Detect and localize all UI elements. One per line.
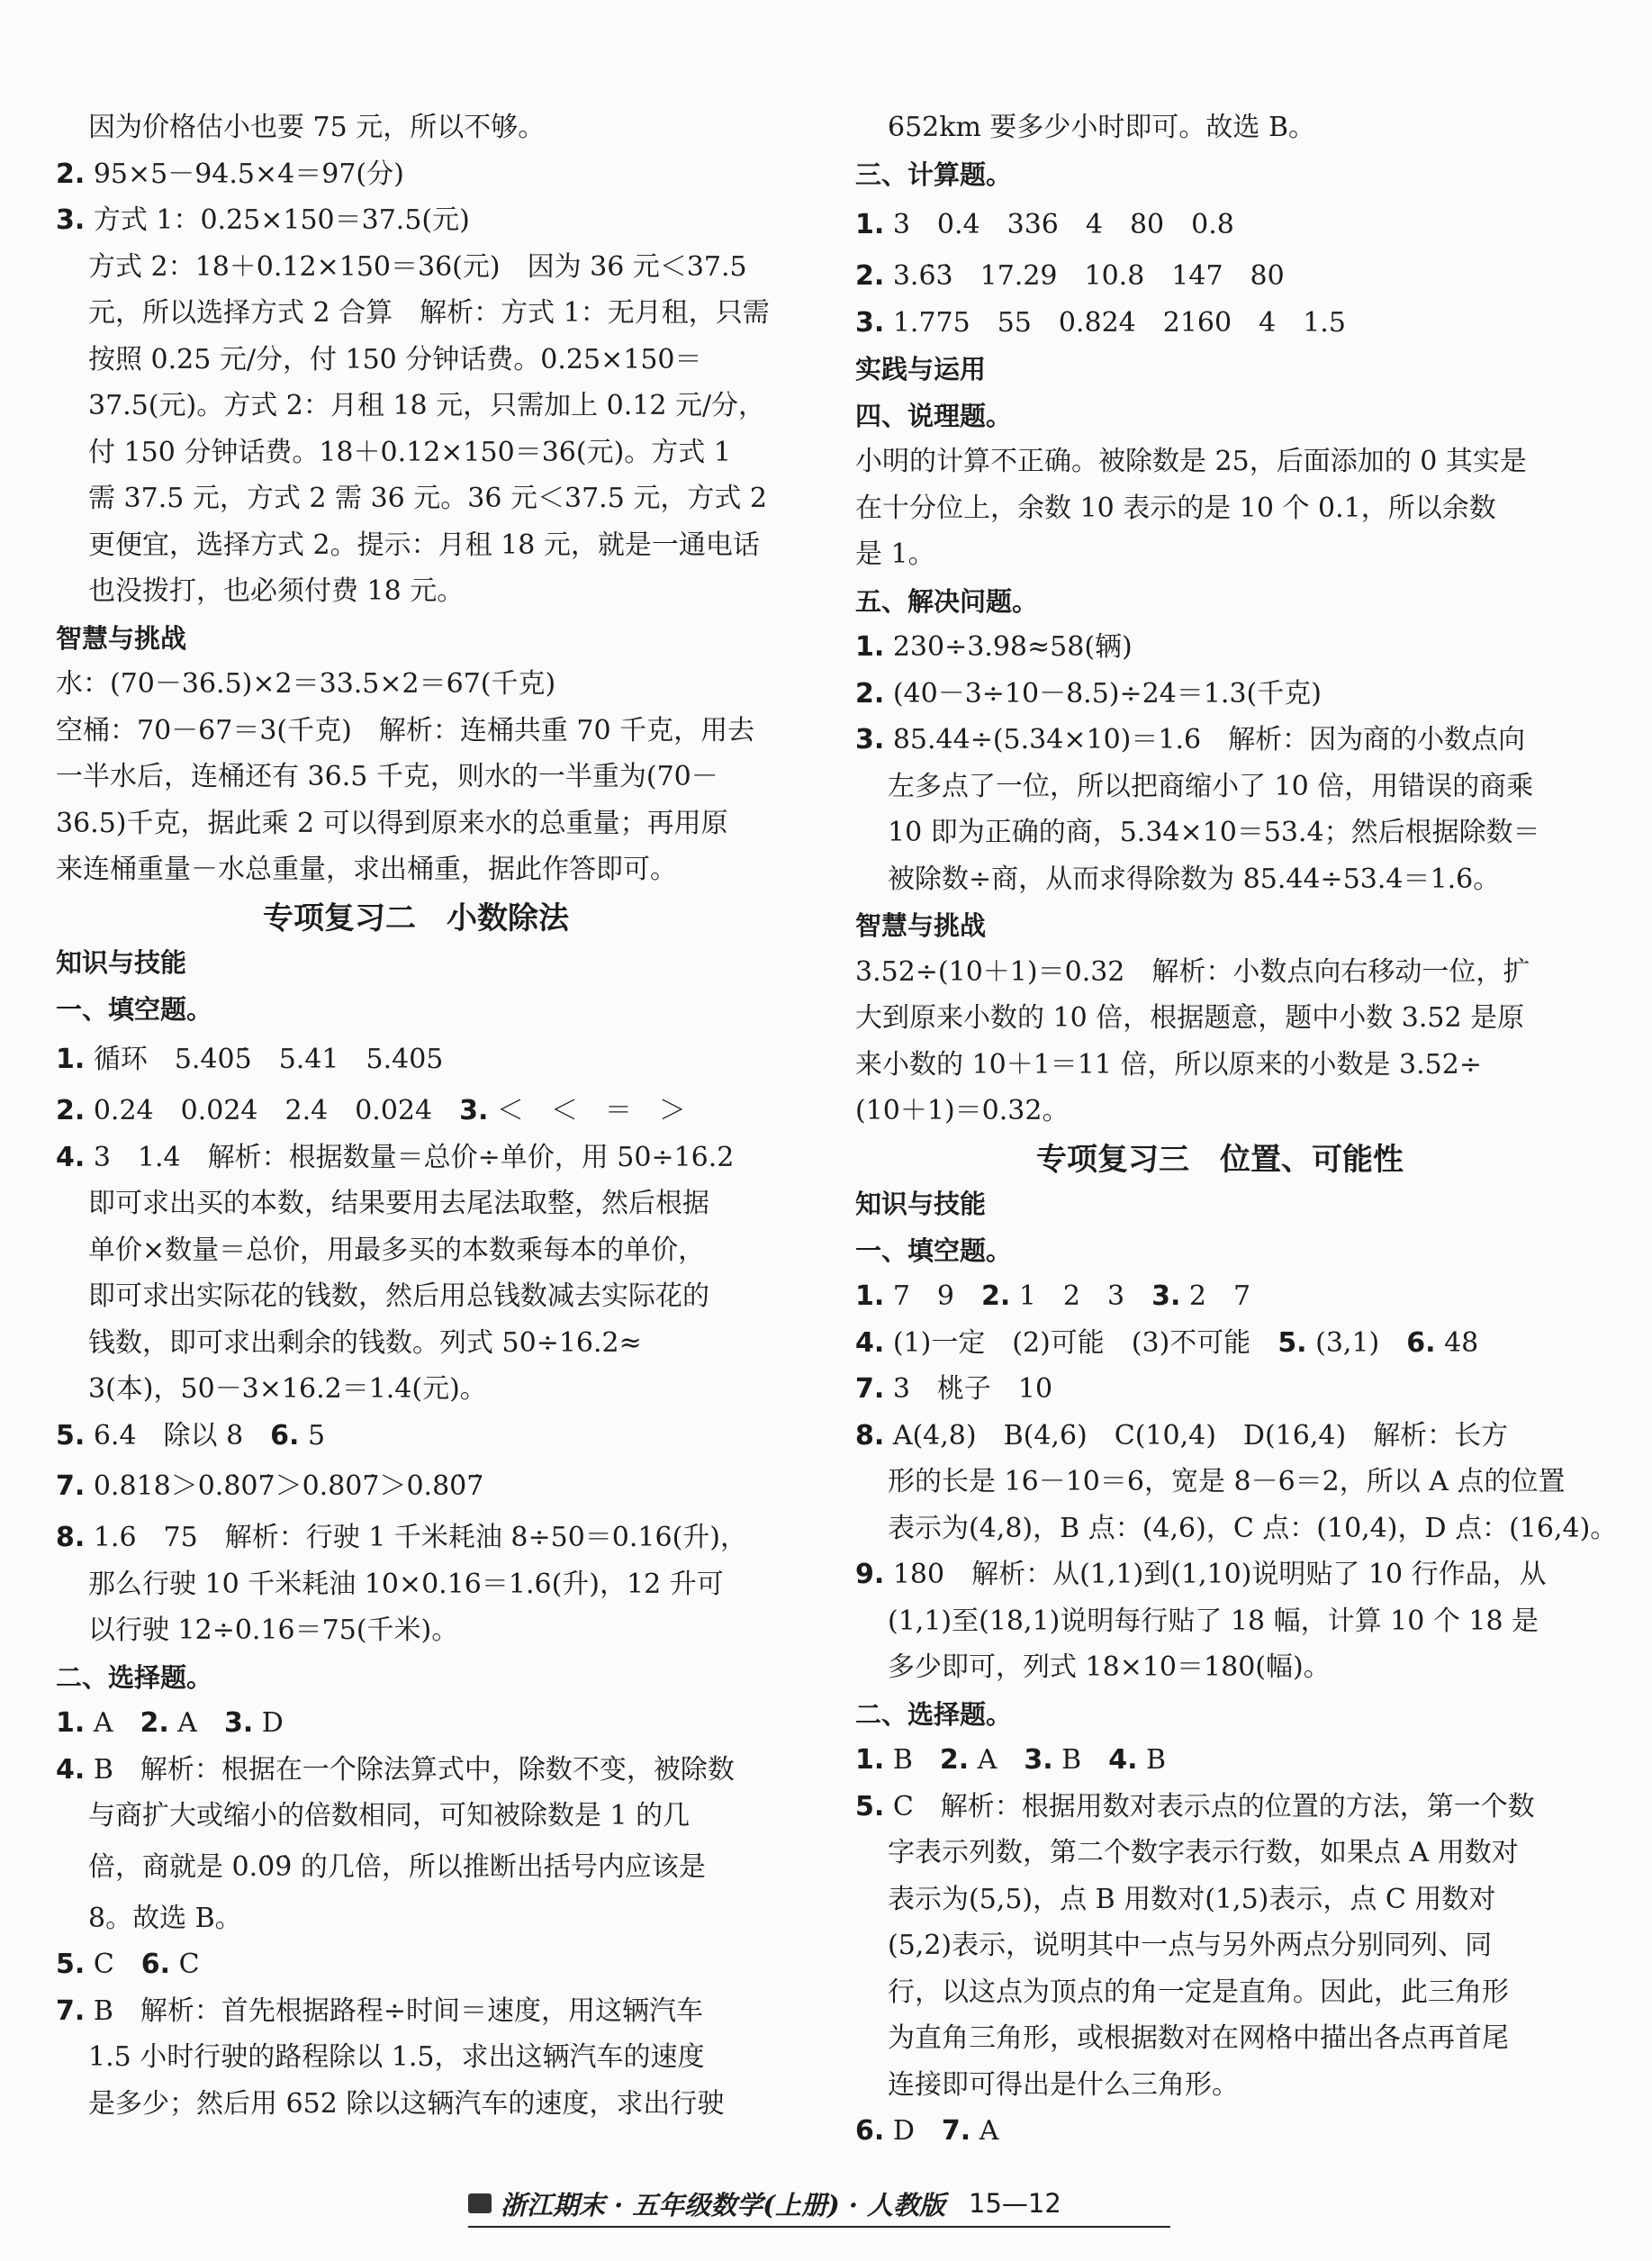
line-text: D — [884, 2115, 942, 2147]
line-text: 7 9 — [884, 1280, 981, 1312]
section-heading — [855, 1186, 1584, 1233]
line-text: 也没拨打，也必须付费 18 元。 — [88, 575, 465, 607]
line-text: 实践与运用 — [855, 354, 987, 384]
answer-line — [855, 769, 1584, 816]
answer-line — [855, 258, 1584, 305]
answer-line — [56, 1464, 776, 1520]
item-number: 6. — [140, 1949, 171, 1980]
answer-line — [56, 1037, 776, 1093]
answer-line — [855, 1464, 1584, 1511]
section-heading — [855, 908, 1584, 954]
section-heading — [855, 1233, 1584, 1280]
line-text: 37.5(元)。方式 2：月租 18 元，只需加上 0.12 元/分， — [88, 390, 766, 421]
answer-line — [56, 1418, 776, 1465]
answer-line — [56, 1371, 776, 1418]
line-text: 来小数的 10＋1＝11 倍，所以原来的小数是 3.52÷ — [855, 1048, 1482, 1081]
answer-line — [56, 574, 776, 620]
item-number: 7. — [855, 1373, 885, 1405]
section-heading — [56, 1660, 776, 1706]
answer-line — [56, 1752, 776, 1799]
line-text: (1)一定 (2)可能 (3)不可能 — [884, 1326, 1278, 1359]
line-text: (3,1) — [1306, 1326, 1407, 1359]
line-text: 那么行驶 10 千米耗油 10×0.16＝1.6(升)，12 升可 — [88, 1568, 724, 1600]
line-text: 85.44÷(5.34×10)＝1.6 解析：因为商的小数点向 — [884, 724, 1526, 755]
section-heading — [855, 351, 1584, 398]
answer-line — [855, 629, 1584, 676]
answer-line — [855, 1279, 1584, 1325]
line-text: 即可求出实际花的钱数，然后用总钱数减去实际花的 — [88, 1280, 709, 1312]
line-text: 专项复习二 小数除法 — [263, 900, 569, 936]
item-number: 5. — [1277, 1326, 1307, 1359]
item-number: 7. — [56, 1470, 86, 1502]
line-text: 多少即可，列式 18×10＝180(幅)。 — [888, 1651, 1331, 1683]
item-number: 6. — [1406, 1326, 1436, 1359]
line-text: 方式 1：0.25×150＝37.5(元) — [85, 204, 470, 236]
line-text: A(4,8) B(4,6) C(10,4) D(16,4) 解析：长方 — [884, 1419, 1509, 1452]
answer-line — [855, 1835, 1584, 1882]
answer-line — [56, 1186, 776, 1233]
left-column — [56, 110, 776, 2132]
answer-line — [855, 537, 1584, 583]
line-text: 即可求出买的本数，结果要用去尾法取整，然后根据 — [88, 1188, 709, 1219]
right-column — [855, 110, 1618, 2160]
answer-line — [855, 2067, 1584, 2114]
answer-line — [56, 1520, 776, 1567]
line-text: 8。故选 B。 — [88, 1902, 242, 1934]
answer-line — [855, 110, 1584, 157]
line-text: 与商扩大或缩小的倍数相同，可知被除数是 1 的几 — [88, 1800, 691, 1831]
item-number: 1. — [56, 1707, 86, 1739]
item-number: 2. — [140, 1707, 169, 1739]
item-number: 3. — [56, 204, 86, 236]
chapter-title — [56, 899, 776, 945]
answer-line — [56, 1567, 776, 1614]
item-number: 3. — [223, 1707, 254, 1739]
item-number: 9. — [855, 1559, 885, 1590]
line-text: 2 7 — [1180, 1280, 1251, 1312]
item-number: 2. — [981, 1280, 1011, 1312]
line-text: 1.6 75 解析：行驶 1 千米耗油 8÷50＝0.16(升)， — [85, 1522, 747, 1553]
item-number: 1. — [855, 1280, 885, 1312]
item-number: 3. — [1024, 1744, 1053, 1776]
item-number: 6. — [855, 2115, 885, 2147]
line-text: 四、说理题。 — [855, 400, 1013, 431]
line-text: 6.4 除以 8 — [85, 1419, 271, 1452]
answer-line — [56, 295, 776, 342]
line-text: 更便宜，选择方式 2。提示：月租 18 元，就是一通电话 — [88, 529, 760, 561]
line-text: B — [1052, 1744, 1109, 1776]
answer-line — [855, 305, 1584, 352]
answer-line — [56, 342, 776, 389]
line-text: 95×5－94.5×4＝97(分) — [85, 158, 404, 190]
line-text: 36.5)千克，据此乘 2 可以得到原来水的总重量；再用原 — [56, 807, 728, 839]
item-number: 4. — [56, 1141, 86, 1173]
line-text: 1.5 小时行驶的路程除以 1.5，求出这辆汽车的速度 — [88, 2041, 705, 2073]
answer-line — [56, 806, 776, 853]
line-text: 一、填空题。 — [56, 993, 213, 1025]
item-number: 8. — [855, 1419, 885, 1452]
answer-line — [855, 1371, 1584, 1418]
answer-line — [56, 1994, 776, 2040]
line-text: 按照 0.25 元/分，付 150 分钟话费。0.25×150＝ — [88, 343, 702, 375]
section-heading — [855, 1696, 1584, 1743]
line-text: (10＋1)＝0.32。 — [855, 1095, 1070, 1126]
line-text: 倍，商就是 0.0̇9̇ 的几倍，所以推断出括号内应该是 — [88, 1850, 706, 1883]
answer-line — [56, 1279, 776, 1325]
item-number: 2. — [855, 677, 885, 710]
line-text: 方式 2：18＋0.12×150＝36(元) 因为 36 元＜37.5 — [88, 250, 747, 283]
line-text: 循环 5.4̇05̇ 5.41 5.405 — [85, 1044, 444, 1075]
answer-line — [855, 1325, 1584, 1372]
answer-line — [56, 1140, 776, 1187]
answer-line — [855, 1047, 1584, 1094]
section-heading — [56, 620, 776, 667]
answer-line — [855, 2021, 1584, 2067]
line-text: 需 37.5 元，方式 2 需 36 元。36 元＜37.5 元，方式 2 — [88, 483, 767, 514]
line-text: 3.52÷(10＋1)＝0.32 解析：小数点向右移动一位，扩 — [855, 955, 1530, 988]
line-text: 智慧与挑战 — [56, 622, 187, 654]
line-text: 652km 要多少小时即可。故选 B。 — [888, 112, 1316, 143]
item-number: 2. — [56, 158, 86, 190]
line-text: 形的长是 16－10＝6，宽是 8－6＝2，所以 A 点的位置 — [888, 1466, 1566, 1497]
item-number: 7. — [941, 2115, 971, 2147]
line-text: 钱数，即可求出剩余的钱数。列式 50÷16.2≈ — [88, 1326, 642, 1359]
answer-line — [855, 676, 1584, 723]
answer-line — [56, 1845, 776, 1901]
line-text: 小明的计算不正确。被除数是 25，后面添加的 0 其实是 — [855, 446, 1527, 477]
line-text: 3 桃子 10 — [884, 1373, 1053, 1405]
answer-line — [56, 481, 776, 528]
item-number: 2. — [855, 260, 885, 292]
section-heading — [855, 583, 1584, 630]
line-text: B 解析：首先根据路程÷时间＝速度，用这辆汽车 — [85, 1994, 703, 2027]
answer-line — [56, 388, 776, 435]
line-text: 三、计算题。 — [855, 158, 1013, 190]
line-text: 单价×数量＝总价，用最多买的本数乘每本的单价， — [88, 1234, 706, 1266]
line-text: 行，以这点为顶点的角一定是直角。因此，此三角形 — [888, 1976, 1509, 2008]
page-footer — [468, 2181, 1170, 2228]
line-text: 表示为(5,5)，点 B 用数对(1,5)表示，点 C 用数对 — [888, 1883, 1496, 1915]
item-number: 3. — [855, 306, 885, 339]
section-heading — [855, 398, 1584, 445]
item-number: 7. — [56, 1994, 86, 2027]
line-text: A — [85, 1707, 140, 1739]
line-text: 被除数÷商，从而求得除数为 85.44÷53.4＝1.6。 — [888, 863, 1501, 895]
item-number: 2. — [56, 1095, 86, 1126]
answer-line — [855, 1557, 1584, 1604]
item-number: 5. — [56, 1949, 86, 1980]
answer-line — [855, 1789, 1584, 1836]
line-text: B — [884, 1744, 940, 1776]
answer-line — [56, 1233, 776, 1280]
line-text: 专项复习三 位置、可能性 — [1036, 1141, 1404, 1178]
line-text: 因为价格估小也要 75 元，所以不够。 — [88, 112, 546, 143]
answer-line — [56, 759, 776, 806]
answer-line — [56, 435, 776, 482]
answer-line — [56, 1705, 776, 1752]
line-text: 为直角三角形，或根据数对在网格中描出各点再首尾 — [888, 2022, 1509, 2054]
answer-line — [855, 203, 1584, 258]
answer-line — [56, 666, 776, 713]
item-number: 4. — [56, 1753, 86, 1786]
line-text: 大到原来小数的 10 倍，根据题意，题中小数 3.52 是原 — [855, 1002, 1525, 1034]
answer-line — [855, 1928, 1584, 1975]
line-text: A — [970, 2115, 999, 2147]
line-text: 水：(70－36.5)×2＝33.5×2＝67(千克) — [56, 668, 556, 700]
item-number: 5. — [855, 1790, 885, 1822]
line-text: B 解析：根据在一个除法算式中，除数不变，被除数 — [85, 1753, 735, 1786]
item-number: 1. — [855, 209, 885, 240]
answer-line — [56, 2039, 776, 2086]
answer-line — [855, 444, 1584, 491]
answer-line — [56, 203, 776, 249]
item-number: 1. — [56, 1044, 86, 1075]
answer-line — [855, 815, 1584, 862]
line-text: 3 0.4 336 4 80 0.8 — [884, 209, 1234, 240]
section-heading — [56, 991, 776, 1038]
answer-line — [855, 1000, 1584, 1047]
line-text: 智慧与挑战 — [855, 910, 987, 941]
answer-line — [855, 722, 1584, 769]
answer-line — [855, 954, 1584, 1001]
answer-line — [56, 110, 776, 157]
line-text: A — [969, 1744, 1025, 1776]
line-text: 是 1。 — [855, 538, 935, 570]
line-text: 5 — [299, 1419, 326, 1452]
answer-line — [56, 713, 776, 760]
line-text: 0.818＞0.8̇07̇＞0.807̇＞0.80̇7̇ — [85, 1470, 484, 1502]
line-text: 230÷3.98≈58(辆) — [884, 631, 1133, 663]
item-number: 3. — [459, 1095, 489, 1126]
line-text: 连接即可得出是什么三角形。 — [888, 2068, 1239, 2101]
answer-line — [56, 852, 776, 899]
line-text: 是多少；然后用 652 除以这辆汽车的速度，求出行驶 — [88, 2087, 725, 2120]
line-text: 知识与技能 — [56, 947, 187, 978]
answer-line — [855, 1742, 1584, 1789]
answer-line — [855, 1093, 1584, 1140]
item-number: 5. — [56, 1419, 86, 1452]
item-number: 2. — [939, 1744, 970, 1776]
line-text: 左多点了一位，所以把商缩小了 10 倍，用错误的商乘 — [888, 770, 1534, 802]
answer-line — [855, 1511, 1618, 1558]
line-text: C 解析：根据用数对表示点的位置的方法，第一个数 — [884, 1790, 1535, 1822]
answer-line — [56, 1798, 776, 1845]
item-number: 4. — [855, 1326, 885, 1359]
section-heading — [56, 945, 776, 991]
line-text: A — [168, 1707, 224, 1739]
line-text: C — [170, 1949, 200, 1980]
answer-line — [855, 491, 1584, 538]
line-text: 二、选择题。 — [56, 1661, 213, 1693]
item-number: 1. — [855, 1744, 885, 1776]
answer-line — [855, 862, 1584, 909]
line-text: 一半水后，连桶还有 36.5 千克，则水的一半重为(70－ — [56, 761, 718, 792]
answer-line — [855, 1418, 1584, 1465]
line-text: 一、填空题。 — [855, 1235, 1013, 1266]
line-text: D — [253, 1707, 284, 1739]
line-text: 付 150 分钟话费。18＋0.12×150＝36(元)。方式 1 — [88, 436, 731, 468]
answer-line — [855, 2113, 1584, 2160]
line-text: 表示为(4,8)，B 点：(4,6)，C 点：(10,4)，D 点：(16,4)。 — [888, 1512, 1618, 1544]
answer-line — [855, 1604, 1584, 1651]
line-text: 字表示列数，第二个数字表示行数，如果点 A 用数对 — [888, 1837, 1519, 1868]
line-text: 3 1.4 解析：根据数量＝总价÷单价，用 50÷16.2 — [85, 1141, 735, 1173]
answer-line — [56, 249, 776, 296]
item-number: 8. — [56, 1522, 86, 1553]
line-text: 在十分位上，余数 10 表示的是 10 个 0.1，所以余数 — [855, 492, 1496, 524]
line-text: 空桶：70－67＝3(千克) 解析：连桶共重 70 千克，用去 — [56, 714, 755, 746]
footer-title: 浙江期末 · 五年级数学(上册) · 人教版 — [501, 2189, 946, 2220]
line-text: 1.775 55 0.824 2160 4 1.5 — [884, 306, 1346, 339]
line-text: 48 — [1435, 1326, 1479, 1359]
item-number: 4. — [1108, 1744, 1138, 1776]
answer-line — [56, 2086, 776, 2133]
answer-line — [855, 1650, 1584, 1696]
line-text: 五、解决问题。 — [855, 585, 1039, 617]
line-text: 二、选择题。 — [855, 1698, 1013, 1730]
answer-line — [56, 1093, 776, 1140]
chapter-title — [855, 1140, 1584, 1187]
item-number: 1. — [855, 631, 885, 663]
answer-line — [56, 1325, 776, 1372]
answer-line — [56, 157, 776, 203]
line-text: B — [1137, 1744, 1167, 1776]
line-text: 知识与技能 — [855, 1189, 987, 1219]
section-heading — [855, 157, 1584, 203]
answer-line — [855, 1975, 1584, 2021]
line-text: C — [85, 1949, 141, 1980]
book-logo-icon — [468, 2193, 492, 2213]
item-number: 3. — [855, 724, 885, 755]
item-number: 6. — [270, 1419, 300, 1452]
line-text: 元，所以选择方式 2 合算 解析：方式 1：无月租，只需 — [88, 297, 770, 329]
line-text: 10 即为正确的商，5.34×10＝53.4；然后根据除数＝ — [888, 817, 1540, 848]
line-text: 1 2 3 — [1010, 1280, 1152, 1312]
answer-line — [56, 528, 776, 574]
line-text: 0.24 0.024 2.4 0.024 — [85, 1095, 460, 1126]
answer-line — [56, 1947, 776, 1994]
item-number: 3. — [1151, 1280, 1181, 1312]
answer-line — [56, 1901, 776, 1948]
line-text: ＜ ＜ ＝ ＞ — [488, 1095, 686, 1126]
line-text: (40－3÷10－8.5)÷24＝1.3(千克) — [884, 677, 1322, 710]
line-text: 180 解析：从(1,1)到(1,10)说明贴了 10 行作品，从 — [884, 1559, 1547, 1590]
answer-line — [855, 1882, 1584, 1929]
answer-line — [56, 1613, 776, 1660]
line-text: 以行驶 12÷0.16＝75(千米)。 — [88, 1614, 459, 1646]
line-text: 3.6̇3̇ 17.29 10.8 147 80 — [884, 260, 1285, 292]
line-text: 3(本)，50－3×16.2＝1.4(元)。 — [88, 1373, 487, 1405]
line-text: 来连桶重量－水总重量，求出桶重，据此作答即可。 — [56, 854, 677, 885]
line-text: (1,1)至(18,1)说明每行贴了 18 幅，计算 10 个 18 是 — [888, 1605, 1539, 1637]
page-number: 15—12 — [969, 2188, 1061, 2219]
line-text: (5,2)表示，说明其中一点与另外两点分别同列、同 — [888, 1930, 1493, 1961]
